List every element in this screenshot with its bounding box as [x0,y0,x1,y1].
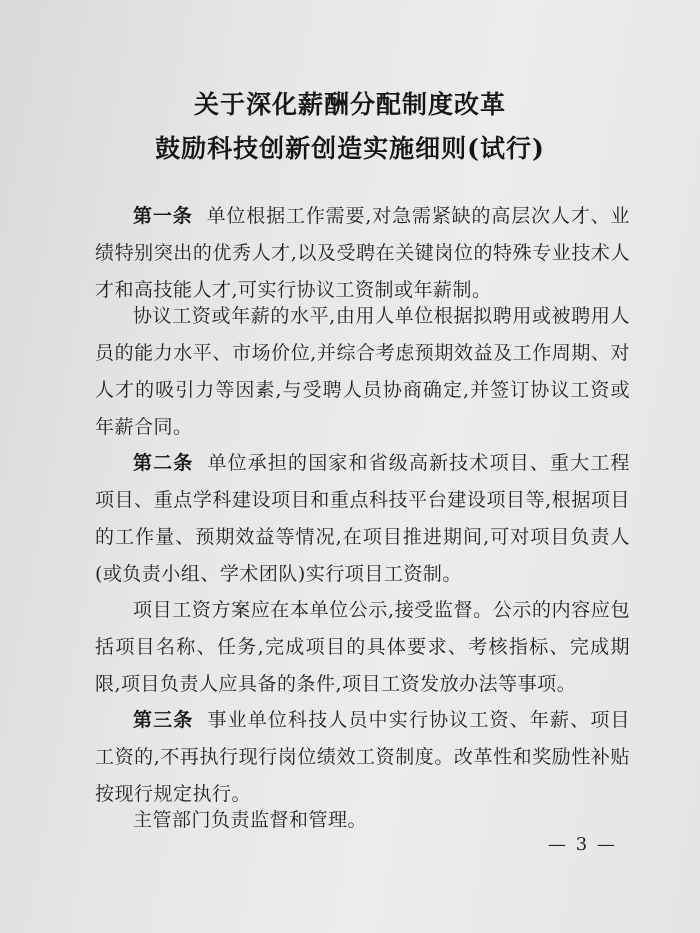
article-2-heading: 第二条 [133,452,194,474]
article-1-text-2: 协议工资或年薪的水平,由用人单位根据拟聘用或被聘用人员的能力水平、市场价位,并综合考虑预期效益及工作周期、对人才的吸引力等因素,与受聘人员协商确定,并签订协议工资或年薪合同。 [95,305,630,438]
document-title-line-2: 鼓励科技创新创造实施细则(试行) [155,134,545,163]
article-3-text-2: 主管部门负责监督和管理。 [133,809,368,831]
page-number: — 3 — [548,834,617,855]
article-1-heading: 第一条 [133,205,193,227]
article-1-paragraph-2 [95,298,630,446]
document-title-line-1: 关于深化薪酬分配制度改革 [193,90,506,119]
article-3-paragraph [95,702,630,813]
article-2-paragraph-2 [95,592,630,703]
article-1-paragraph [95,198,630,309]
article-3-heading: 第三条 [133,709,194,731]
article-1-text: 单位根据工作需要,对急需紧缺的高层次人才、业绩特别突出的优秀人才,以及受聘在关键岗位的特殊专业技术人才和高技能人才,可实行协议工资制或年薪制。 [95,205,630,301]
article-2-text: 单位承担的国家和省级高新技术项目、重大工程项目、重点学科建设项目和重点科技平台建设项目等,根据项目的工作量、预期效益等情况,在项目推进期间,可对项目负责人(或负责小组、学术团队)实行项目工资制。 [95,452,630,585]
article-3-text: 事业单位科技人员中实行协议工资、年薪、项目工资的,不再执行现行岗位绩效工资制度。改革性和奖励性补贴按现行规定执行。 [95,709,630,805]
article-2-paragraph [95,445,630,593]
article-2-text-2: 项目工资方案应在本单位公示,接受监督。公示的内容应包括项目名称、任务,完成项目的具体要求、考核指标、完成期限,项目负责人应具备的条件,项目工资发放办法等事项。 [95,599,630,695]
